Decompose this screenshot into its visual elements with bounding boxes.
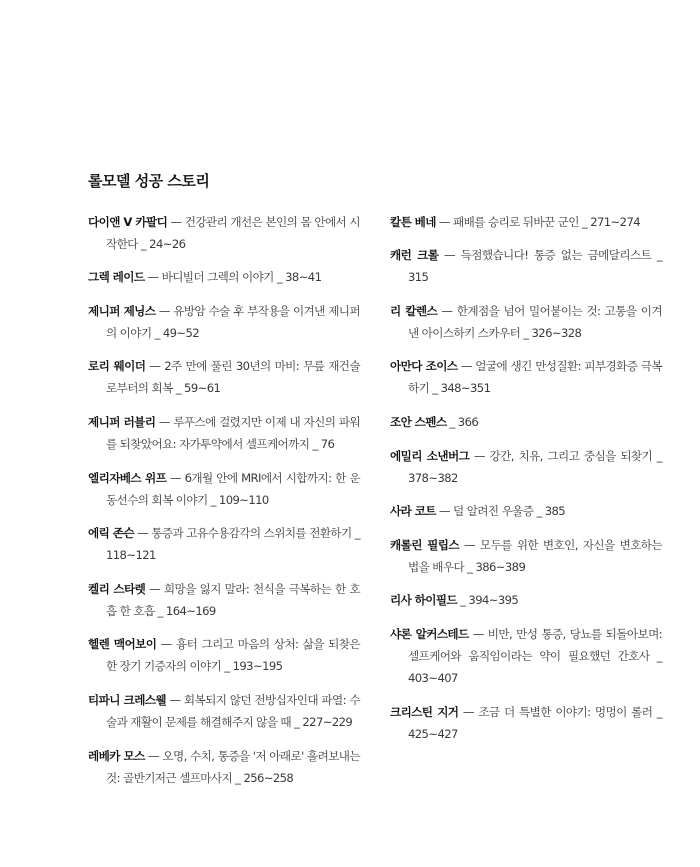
entry-desc: — 건강관리 개선은 본인의 몸 안에서 시작한다 _ 24~26 bbox=[106, 214, 361, 251]
entry-desc: — 6개월 안에 MRI에서 시합까지: 한 운동선수의 회복 이야기 _ 109~110 bbox=[106, 470, 360, 507]
entry-name: 칼튼 베네 bbox=[390, 214, 436, 229]
entry-desc: — 유방암 수술 후 부작용을 이겨낸 제니퍼의 이야기 _ 49~52 bbox=[106, 303, 360, 340]
entry-name: 제니퍼 러블리 bbox=[88, 414, 156, 429]
entry-desc: — 얼굴에 생긴 만성질환: 피부경화증 극복하기 _ 348~351 bbox=[408, 359, 662, 396]
list-item bbox=[390, 355, 662, 399]
list-item bbox=[390, 445, 662, 489]
entry-name: 에릭 존슨 bbox=[88, 526, 134, 541]
entry-name: 리 칼렌스 bbox=[390, 303, 438, 318]
entry-desc: — 강간, 치유, 그리고 중심을 되찾기 _ 378~382 bbox=[408, 448, 662, 485]
list-item bbox=[390, 500, 662, 522]
entry-name: 샤론 알커스테드 bbox=[390, 626, 469, 641]
entry-name: 로리 웨이더 bbox=[88, 359, 146, 374]
list-item bbox=[390, 589, 662, 611]
list-item bbox=[88, 522, 360, 566]
entry-desc: — 패배를 승리로 뒤바꾼 군인 _ 271~274 bbox=[435, 214, 640, 229]
entry-desc: _ 366 bbox=[446, 414, 479, 429]
list-item bbox=[390, 211, 662, 233]
list-item bbox=[88, 689, 360, 733]
entry-desc: — 루푸스에 걸렸지만 이제 내 자신의 파워를 되찾았어요: 자가투약에서 셀프케어까지 _ 76 bbox=[106, 414, 360, 451]
list-item bbox=[88, 355, 360, 399]
entry-name: 에밀리 소낸버그 bbox=[390, 448, 470, 463]
entry-name: 사라 코트 bbox=[390, 504, 436, 519]
list-item bbox=[390, 244, 662, 288]
entry-name: 아만다 조이스 bbox=[390, 359, 458, 374]
entry-name: 켈리 스타렛 bbox=[88, 581, 146, 596]
left-column bbox=[88, 199, 360, 794]
entry-desc: — 흉터 그리고 마음의 상처: 삶을 되찾은 한 장기 기증자의 이야기 _ 193~195 bbox=[106, 637, 360, 674]
entry-name: 헬렌 맥어보이 bbox=[88, 637, 157, 652]
entry-desc: — 한계점을 넘어 밀어붙이는 것: 고통을 이겨낸 아이스하키 스카우터 _ 326~328 bbox=[408, 303, 662, 340]
entry-name: 조안 스펜스 bbox=[390, 414, 447, 429]
list-item bbox=[390, 300, 662, 344]
section-title: 롤모델 성공 스토리 bbox=[88, 172, 210, 190]
list-item bbox=[88, 411, 360, 455]
list-item bbox=[390, 534, 662, 578]
list-item bbox=[88, 633, 360, 677]
entry-name: 캐런 크롤 bbox=[390, 248, 439, 263]
entry-name: 캐롤린 필립스 bbox=[390, 537, 459, 552]
list-item bbox=[88, 211, 360, 255]
list-item bbox=[88, 467, 360, 511]
entry-desc: — 모두를 위한 변호인, 자신을 변호하는 법을 배우다 _ 386~389 bbox=[408, 537, 662, 574]
list-item bbox=[88, 745, 360, 789]
entry-desc: — 희망을 잃지 말라: 천식을 극복하는 한 호흡 한 호흡 _ 164~169 bbox=[106, 581, 361, 618]
list-item bbox=[390, 411, 662, 433]
entry-desc: — 득점했습니다! 통증 없는 금메달리스트 _ 315 bbox=[408, 248, 662, 285]
entry-desc: — 통증과 고유수용감각의 스위치를 전환하기 _ 118~121 bbox=[106, 526, 360, 563]
entry-name: 티파니 크레스웰 bbox=[88, 692, 166, 707]
right-column bbox=[390, 199, 662, 750]
entry-name: 그렉 레이드 bbox=[88, 270, 145, 285]
entry-desc: — 조금 더 특별한 이야기: 멍멍이 롤러 _ 425~427 bbox=[408, 704, 662, 741]
entry-desc: — 2주 만에 풀린 30년의 마비: 무릎 재건술로부터의 회복 _ 59~61 bbox=[106, 359, 360, 396]
entry-desc: — 오명, 수치, 통증을 '저 아래로' 흘려보내는 것: 골반기저근 셀프마사지 _ 256~258 bbox=[106, 748, 361, 785]
entry-desc: — 덜 알려진 우울증 _ 385 bbox=[435, 504, 566, 519]
list-item bbox=[88, 266, 360, 288]
entry-name: 크리스틴 지거 bbox=[390, 704, 459, 719]
entry-name: 제니퍼 제닝스 bbox=[88, 303, 156, 318]
entry-desc: — 회복되지 않던 전방십자인대 파열: 수술과 재활이 문제를 해결해주지 않을 때 _ 227~229 bbox=[106, 692, 360, 729]
list-item bbox=[88, 300, 360, 344]
entry-name: 엘리자베스 위프 bbox=[88, 470, 167, 485]
entry-desc: — 바디빌더 그렉의 이야기 _ 38~41 bbox=[144, 270, 322, 285]
entry-desc: _ 394~395 bbox=[457, 593, 519, 608]
list-item bbox=[88, 578, 360, 622]
entry-name: 다이앤 V 카팔디 bbox=[88, 214, 168, 229]
list-item bbox=[390, 701, 662, 745]
entry-name: 레베카 모스 bbox=[88, 748, 145, 763]
entry-desc: — 비만, 만성 통증, 당뇨를 되돌아보며: 셀프케어와 움직임이라는 약이 필요했던 간호사 _ 403~407 bbox=[408, 626, 662, 685]
entry-name: 리사 하이필드 bbox=[390, 593, 458, 608]
list-item bbox=[390, 623, 662, 689]
